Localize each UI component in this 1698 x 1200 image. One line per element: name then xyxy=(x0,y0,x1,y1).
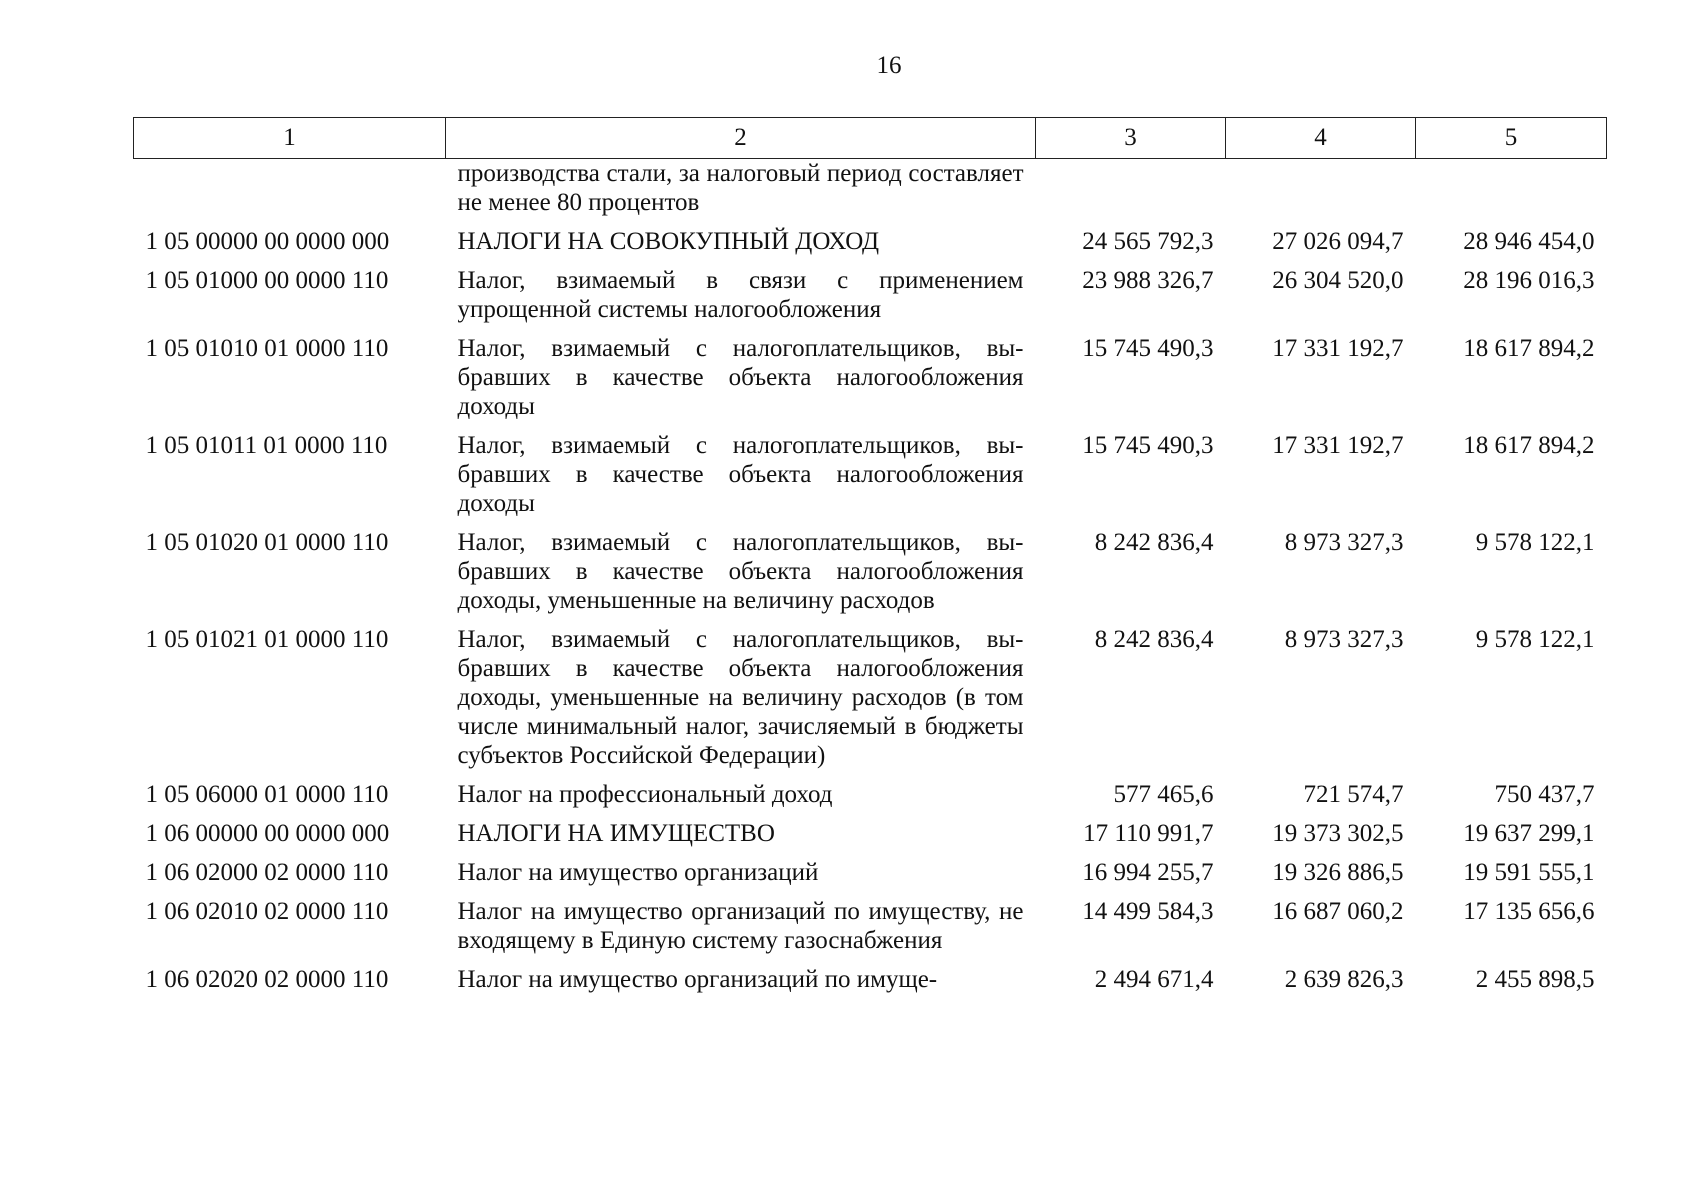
name-cell: Налог, взимаемый с налогоплательщиков, выбравших в качестве объекта налогообложения доходы, уменьшенные на величину расходов (в том числе минимальный налог, зачисляемый в бюджеты субъектов Российской Федерации) xyxy=(457,626,1024,769)
code-cell: 1 05 01020 01 0000 110 xyxy=(145,529,389,556)
table-row xyxy=(134,897,1607,965)
code-cell: 1 06 02000 02 0000 110 xyxy=(145,859,389,886)
value-col-4-cell: 19 326 886,5 xyxy=(1272,859,1404,886)
value-col-5-cell: 17 135 656,6 xyxy=(1463,898,1595,925)
value-col-4-cell: 17 331 192,7 xyxy=(1272,432,1404,459)
value-col-3-cell: 14 499 584,3 xyxy=(1082,898,1214,925)
table-row xyxy=(134,227,1607,266)
value-col-3-cell: 17 110 991,7 xyxy=(1083,820,1214,847)
empty-code-cell xyxy=(134,159,446,228)
table-row xyxy=(134,819,1607,858)
name-cell: Налог, взимаемый с налогоплательщиков, выбравших в качестве объекта налогообложения доходы xyxy=(457,335,1024,420)
value-col-5-cell: 19 591 555,1 xyxy=(1463,859,1595,886)
value-col-3-cell: 15 745 490,3 xyxy=(1082,335,1214,362)
code-cell: 1 05 01010 01 0000 110 xyxy=(145,335,389,362)
name-cell: Налог, взимаемый с налогоплательщиков, выбравших в качестве объекта налогообложения доходы xyxy=(457,432,1024,517)
value-col-3-cell: 2 494 671,4 xyxy=(1094,966,1214,993)
code-cell: 1 05 00000 00 0000 000 xyxy=(145,228,390,255)
name-cell: Налог на имущество организаций по имуществу, не входящему в Единую систему газоснабжения xyxy=(457,898,1024,954)
budget-table xyxy=(133,117,1607,1004)
code-cell: 1 05 01000 00 0000 110 xyxy=(145,267,389,294)
page-number: 16 xyxy=(876,52,902,79)
header-col-2: 2 xyxy=(446,118,1036,159)
value-col-5-cell: 2 455 898,5 xyxy=(1475,966,1595,993)
code-cell: 1 05 01021 01 0000 110 xyxy=(145,626,389,653)
value-col-5-cell: 28 196 016,3 xyxy=(1463,267,1595,294)
code-cell: 1 06 02010 02 0000 110 xyxy=(145,898,389,925)
value-col-5-cell: 28 946 454,0 xyxy=(1463,228,1595,255)
value-col-3-cell: 15 745 490,3 xyxy=(1082,432,1214,459)
value-col-3-cell: 24 565 792,3 xyxy=(1082,228,1214,255)
value-col-5-cell: 18 617 894,2 xyxy=(1463,432,1595,459)
code-cell: 1 05 01011 01 0000 110 xyxy=(145,432,388,459)
value-col-5-cell: 750 437,7 xyxy=(1494,781,1595,808)
value-col-5-cell: 9 578 122,1 xyxy=(1475,529,1595,556)
value-col-3-cell: 16 994 255,7 xyxy=(1082,859,1214,886)
value-col-3-cell: 23 988 326,7 xyxy=(1082,267,1214,294)
table-row xyxy=(134,780,1607,819)
continuation-text: производства стали, за налоговый период составляет не менее 80 процентов xyxy=(457,160,1024,216)
name-cell: Налог, взимаемый в связи с применением упрощенной системы налогообложения xyxy=(457,267,1024,323)
table-row xyxy=(134,266,1607,334)
table-header xyxy=(134,118,1607,159)
header-col-3: 3 xyxy=(1036,118,1226,159)
header-row xyxy=(134,118,1607,159)
name-cell: Налог на имущество организаций xyxy=(457,859,819,886)
name-cell: Налог на профессиональный доход xyxy=(457,781,833,808)
name-cell: НАЛОГИ НА ИМУЩЕСТВО xyxy=(457,820,775,847)
continuation-row xyxy=(134,159,1607,228)
value-col-5-cell: 18 617 894,2 xyxy=(1463,335,1595,362)
value-col-4-cell: 17 331 192,7 xyxy=(1272,335,1404,362)
table-row xyxy=(134,965,1607,1004)
name-cell: Налог на имущество организаций по имуще- xyxy=(457,966,938,993)
code-cell: 1 05 06000 01 0000 110 xyxy=(145,781,389,808)
value-col-4-cell: 27 026 094,7 xyxy=(1272,228,1404,255)
value-col-4-cell: 8 973 327,3 xyxy=(1284,626,1404,653)
header-col-1: 1 xyxy=(134,118,446,159)
header-col-5: 5 xyxy=(1416,118,1607,159)
code-cell: 1 06 02020 02 0000 110 xyxy=(145,966,389,993)
table-body xyxy=(134,159,1607,1005)
value-col-4-cell: 16 687 060,2 xyxy=(1272,898,1404,925)
value-col-4-cell: 26 304 520,0 xyxy=(1272,267,1404,294)
table-row xyxy=(134,625,1607,780)
value-col-5-cell: 9 578 122,1 xyxy=(1475,626,1595,653)
table-row xyxy=(134,858,1607,897)
name-cell: Налог, взимаемый с налогоплательщиков, выбравших в качестве объекта налогообложения доходы, уменьшенные на величину расходов xyxy=(457,529,1024,614)
table-row xyxy=(134,431,1607,528)
value-col-4-cell: 8 973 327,3 xyxy=(1284,529,1404,556)
value-col-3-cell: 577 465,6 xyxy=(1113,781,1214,808)
header-col-4: 4 xyxy=(1226,118,1416,159)
value-col-4-cell: 19 373 302,5 xyxy=(1272,820,1404,847)
table-row xyxy=(134,528,1607,625)
table-row xyxy=(134,334,1607,431)
value-col-4-cell: 721 574,7 xyxy=(1303,781,1404,808)
code-cell: 1 06 00000 00 0000 000 xyxy=(145,820,390,847)
name-cell: НАЛОГИ НА СОВОКУПНЫЙ ДОХОД xyxy=(457,228,880,255)
value-col-5-cell: 19 637 299,1 xyxy=(1463,820,1595,847)
value-col-4-cell: 2 639 826,3 xyxy=(1284,966,1404,993)
value-col-3-cell: 8 242 836,4 xyxy=(1094,529,1214,556)
value-col-3-cell: 8 242 836,4 xyxy=(1094,626,1214,653)
